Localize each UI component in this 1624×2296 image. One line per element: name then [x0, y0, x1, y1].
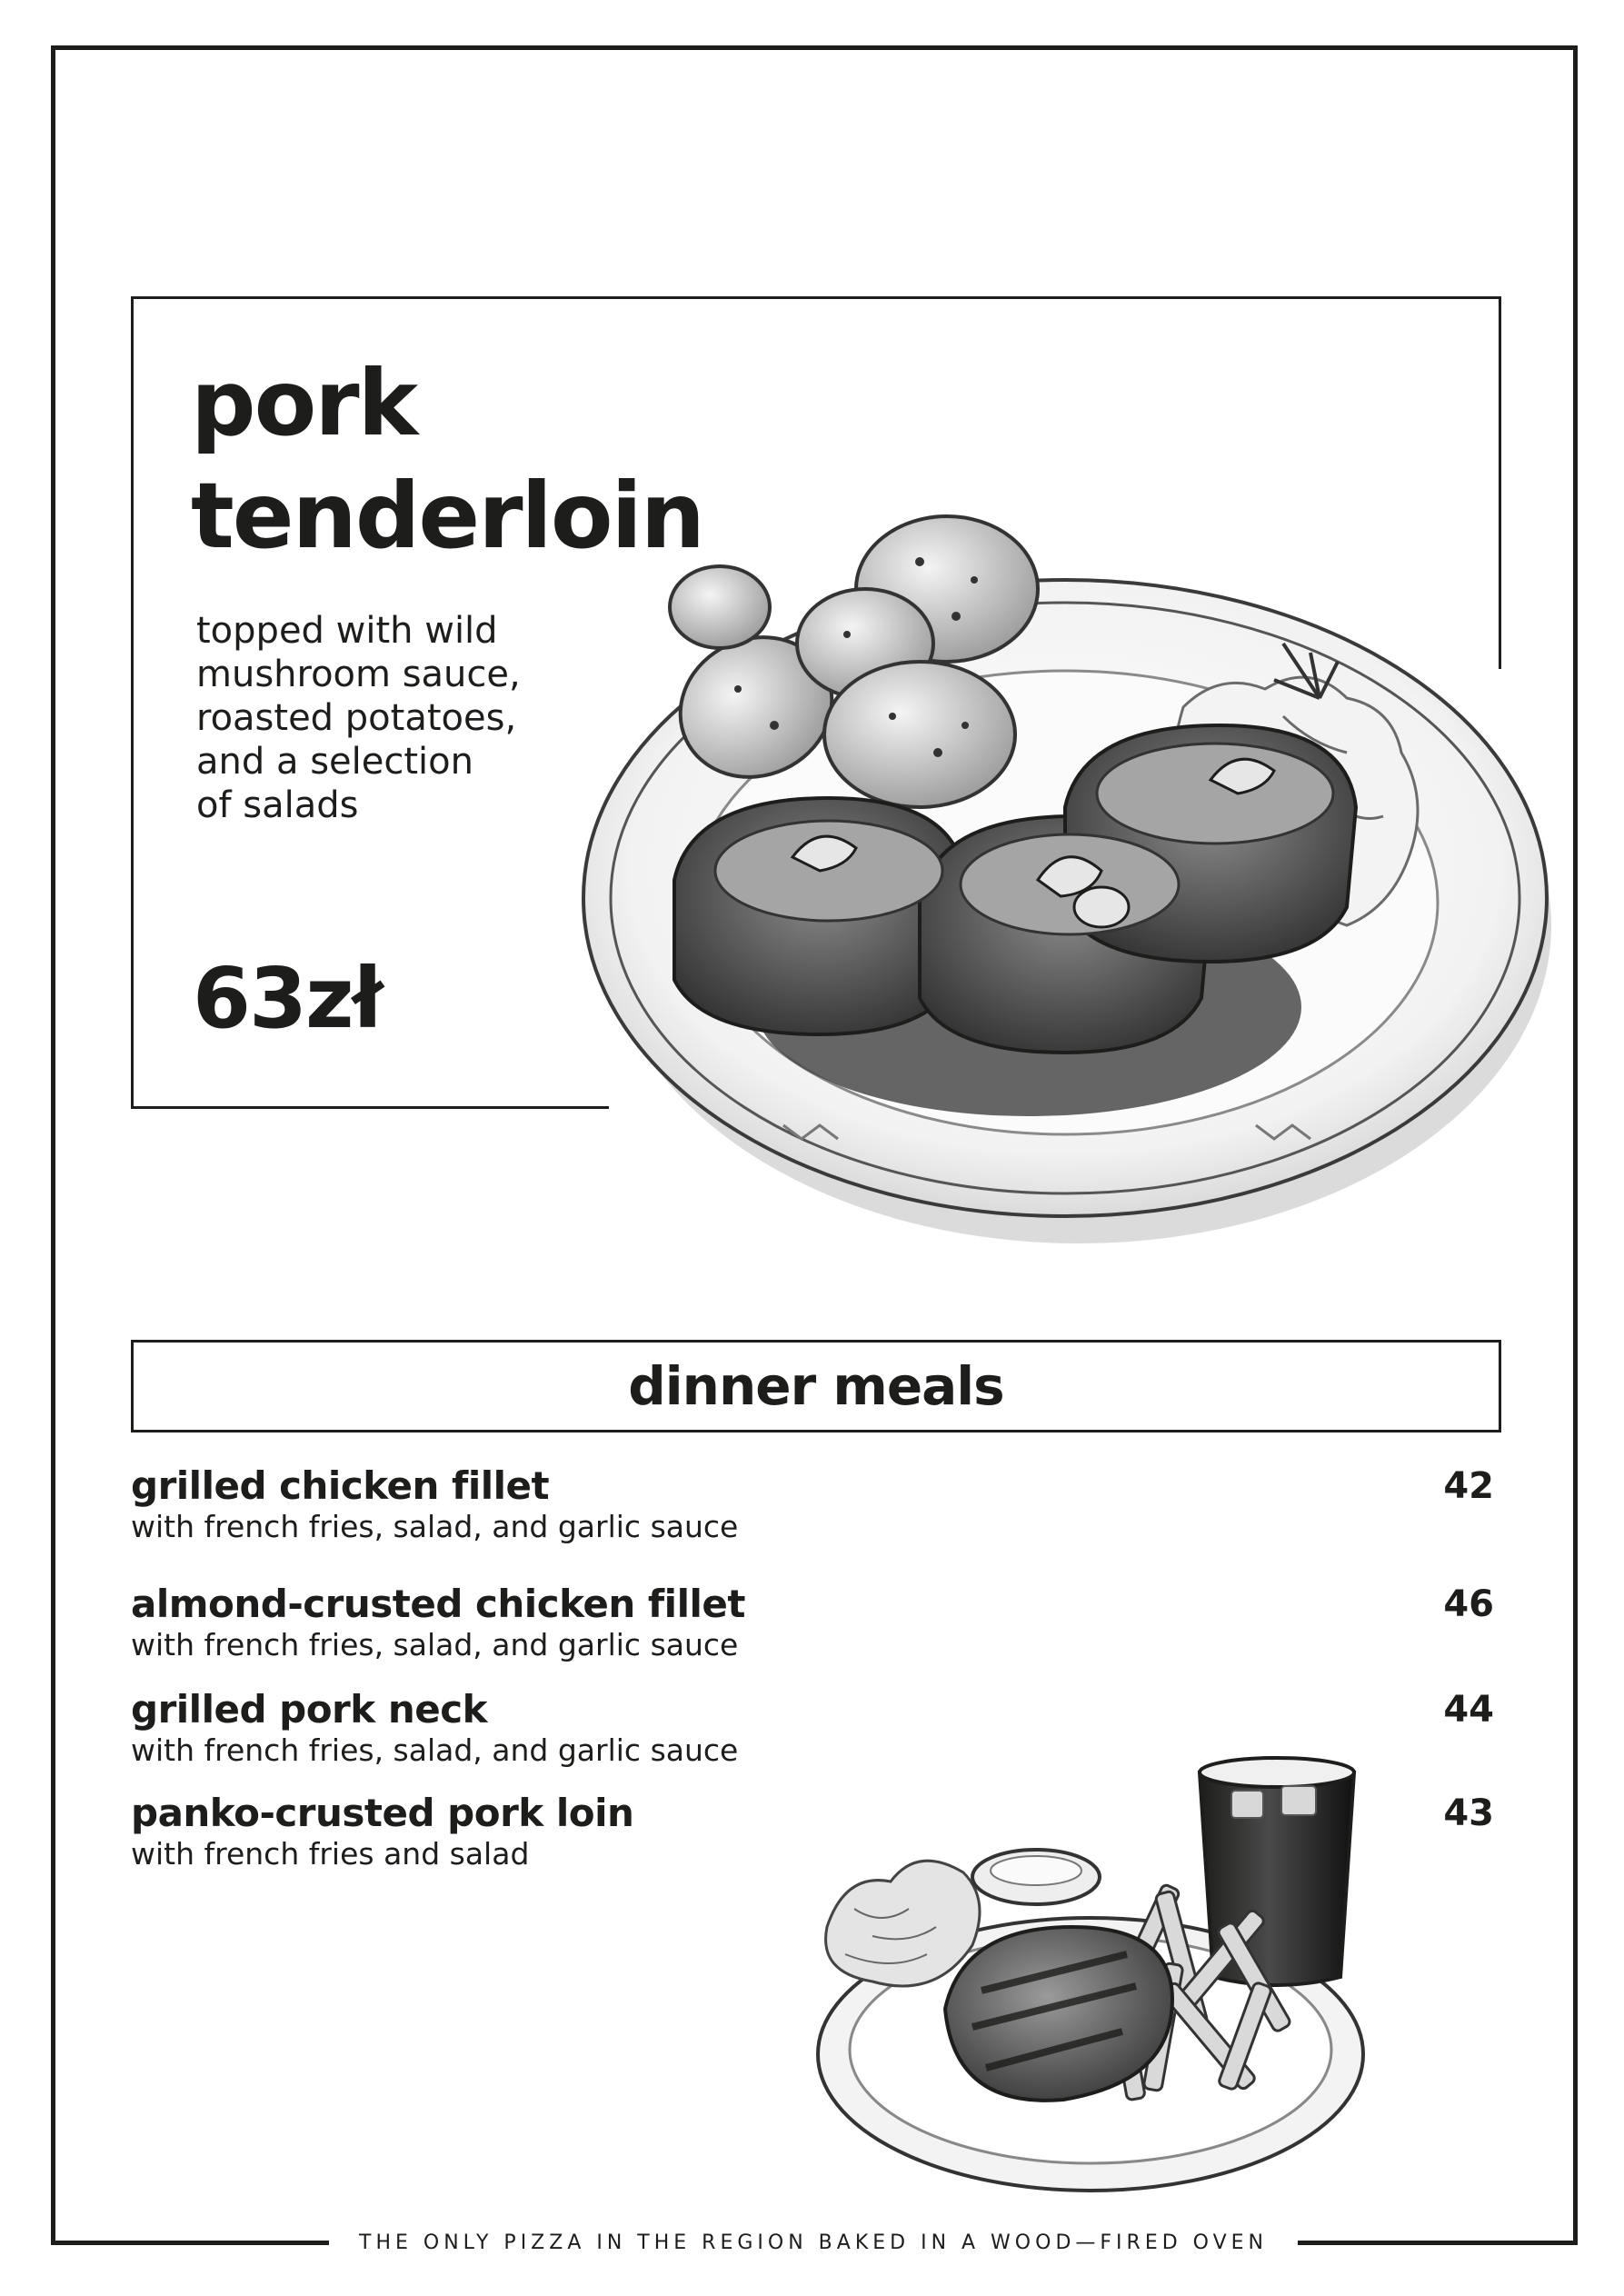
pork-tenderloin-plate-illustration	[556, 498, 1565, 1271]
menu-item-name: grilled chicken fillet	[131, 1463, 550, 1508]
frame-border-bottom-left	[51, 2241, 329, 2245]
menu-item-price: 46	[1443, 1583, 1494, 1625]
featured-box-left	[131, 296, 134, 1109]
menu-item-description: with french fries, salad, and garlic sauce	[131, 1509, 739, 1544]
featured-description: topped with wild mushroom sauce, roasted potatoes, and a selection of salads	[196, 610, 521, 826]
menu-item	[131, 1582, 1494, 1663]
menu-item-description: with french fries and salad	[131, 1836, 530, 1872]
menu-item-price: 42	[1443, 1465, 1494, 1507]
featured-box-top	[131, 296, 1501, 299]
menu-item-name: panko-crusted pork loin	[131, 1791, 634, 1835]
frame-border-top	[51, 45, 1578, 50]
footer-tagline: THE ONLY PIZZA IN THE REGION BAKED IN A WOOD—FIRED OVEN	[359, 2231, 1268, 2254]
frame-border-bottom-right	[1298, 2241, 1578, 2245]
chicken-fries-illustration	[809, 1754, 1390, 2209]
menu-item-description: with french fries, salad, and garlic sauce	[131, 1732, 739, 1768]
menu-item-name: grilled pork neck	[131, 1687, 488, 1732]
menu-item-price: 43	[1443, 1792, 1494, 1834]
featured-box-bottom	[131, 1106, 609, 1109]
featured-title-line2: tenderloin	[191, 463, 703, 569]
menu-item-price: 44	[1443, 1689, 1494, 1731]
section-title: dinner meals	[628, 1355, 1004, 1417]
menu-item-name: almond-crusted chicken fillet	[131, 1582, 745, 1626]
frame-border-right	[1573, 45, 1578, 2245]
menu-item	[131, 1463, 1494, 1545]
featured-price: 63zł	[193, 950, 382, 1047]
featured-title-line1: pork	[191, 350, 417, 456]
frame-border-left	[51, 45, 55, 2245]
menu-item-description: with french fries, salad, and garlic sauce	[131, 1627, 739, 1662]
section-header-box	[131, 1340, 1501, 1433]
